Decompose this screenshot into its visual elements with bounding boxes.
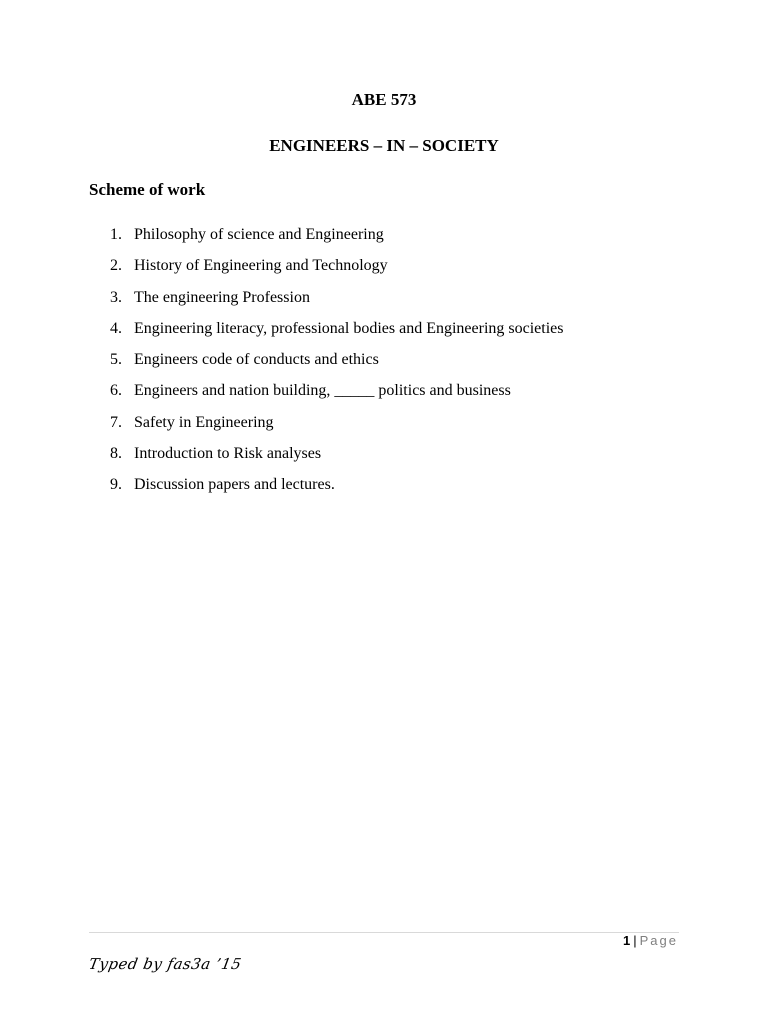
list-item [110,380,564,411]
list-item-number: 3. [110,288,122,306]
list-item-number: 4. [110,319,122,337]
list-item-text: History of Engineering and Technology [134,257,388,275]
list-item-number: 9. [110,476,122,494]
typed-by-signature: Typed by fas3a ’15 [87,955,244,973]
footer-divider [89,932,679,933]
page-number-separator: | [633,933,637,948]
list-item-text: Engineering literacy, professional bodies and Engineering societies [134,319,564,337]
list-item [110,318,564,349]
list-item-number: 5. [110,351,122,369]
list-item-text: Safety in Engineering [134,413,274,431]
list-item-text: Engineers code of conducts and ethics [134,351,379,369]
list-item [110,474,564,505]
section-heading: Scheme of work [89,180,206,199]
page-label: Page [639,933,678,948]
list-item-number: 8. [110,445,122,463]
page-number [623,933,678,948]
page-number-value: 1 [623,933,631,948]
list-item-number: 2. [110,257,122,275]
list-item-text: The engineering Profession [134,288,310,306]
list-item [110,287,564,318]
course-code: ABE 573 [351,90,417,109]
list-item-text: Engineers and nation building, _____ politics and business [134,382,511,400]
list-item [110,443,564,474]
list-item [110,255,564,286]
list-item [110,349,564,380]
list-item-text: Introduction to Risk analyses [134,445,322,463]
list-item [110,412,564,443]
list-item-number: 1. [110,226,122,243]
list-item-number: 7. [110,413,122,431]
topic-list [110,224,564,506]
list-item-number: 6. [110,382,122,400]
list-item [110,224,564,255]
list-item-text: Philosophy of science and Engineering [134,226,384,243]
list-item-text: Discussion papers and lectures. [134,476,335,494]
course-title: ENGINEERS – IN – SOCIETY [269,136,499,155]
